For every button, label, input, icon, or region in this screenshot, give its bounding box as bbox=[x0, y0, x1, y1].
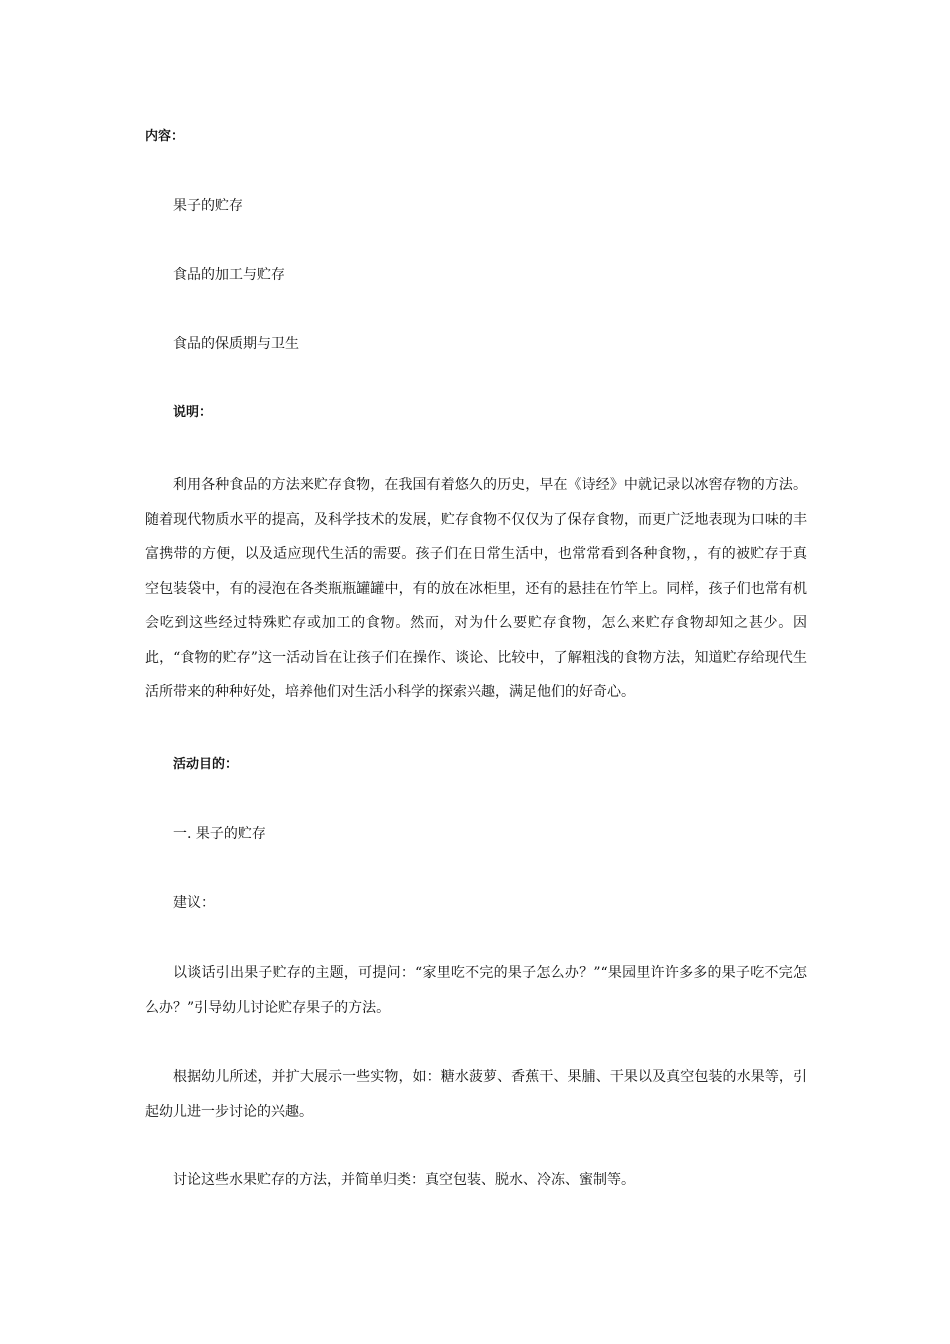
heading-content: 内容： bbox=[145, 129, 185, 144]
goal-one: 一. 果子的贮存 bbox=[173, 826, 266, 842]
explanation-paragraph: 利用各种食品的方法来贮存食物，在我国有着悠久的历史，早在《诗经》中就记录以冰窖存物的方法。随着现代物质水平的提高，及科学技术的发展，贮存食物不仅仅为了保存食物，而更广泛地表现为口味的丰富携带的方便，以及适应现代生活的需要。孩子们在日常生活中，也常常看到各种食物，，有的被贮存于真空包装袋中，有的浸泡在各类瓶瓶罐罐中，有的放在冰柜里，还有的悬挂在竹竿上。同样，孩子们也常有机会吃到这些经过特殊贮存或加工的食物。然而，对为什么要贮存食物，怎么来贮存食物却知之甚少。因此，“食物的贮存”这一活动旨在让孩子们在操作、谈论、比较中，了解粗浅的食物方法，知道贮存给现代生活所带来的种种好处，培养他们对生活小科学的探索兴趣，满足他们的好奇心。 bbox=[145, 477, 807, 700]
content-item-shelf-life: 食品的保质期与卫生 bbox=[173, 336, 299, 352]
paragraph-talk: 以谈话引出果子贮存的主题，可提问：“家里吃不完的果子怎么办？”“果园里许许多多的果子吃不完怎么办？”引导幼儿讨论贮存果子的方法。 bbox=[145, 965, 807, 1016]
heading-goals: 活动目的： bbox=[173, 757, 239, 772]
paragraph-classify: 讨论这些水果贮存的方法，并简单归类：真空包装、脱水、冷冻、蜜制等。 bbox=[173, 1172, 635, 1188]
content-item-food-processing: 食品的加工与贮存 bbox=[173, 267, 285, 283]
suggestion-label: 建议： bbox=[173, 895, 215, 911]
paragraph-show: 根据幼儿所述，并扩大展示一些实物，如：糖水菠萝、香蕉干、果脯、干果以及真空包装的水果等，引起幼儿进一步讨论的兴趣。 bbox=[145, 1069, 807, 1120]
content-item-fruit-storage: 果子的贮存 bbox=[173, 198, 243, 214]
heading-explanation: 说明： bbox=[173, 405, 213, 420]
